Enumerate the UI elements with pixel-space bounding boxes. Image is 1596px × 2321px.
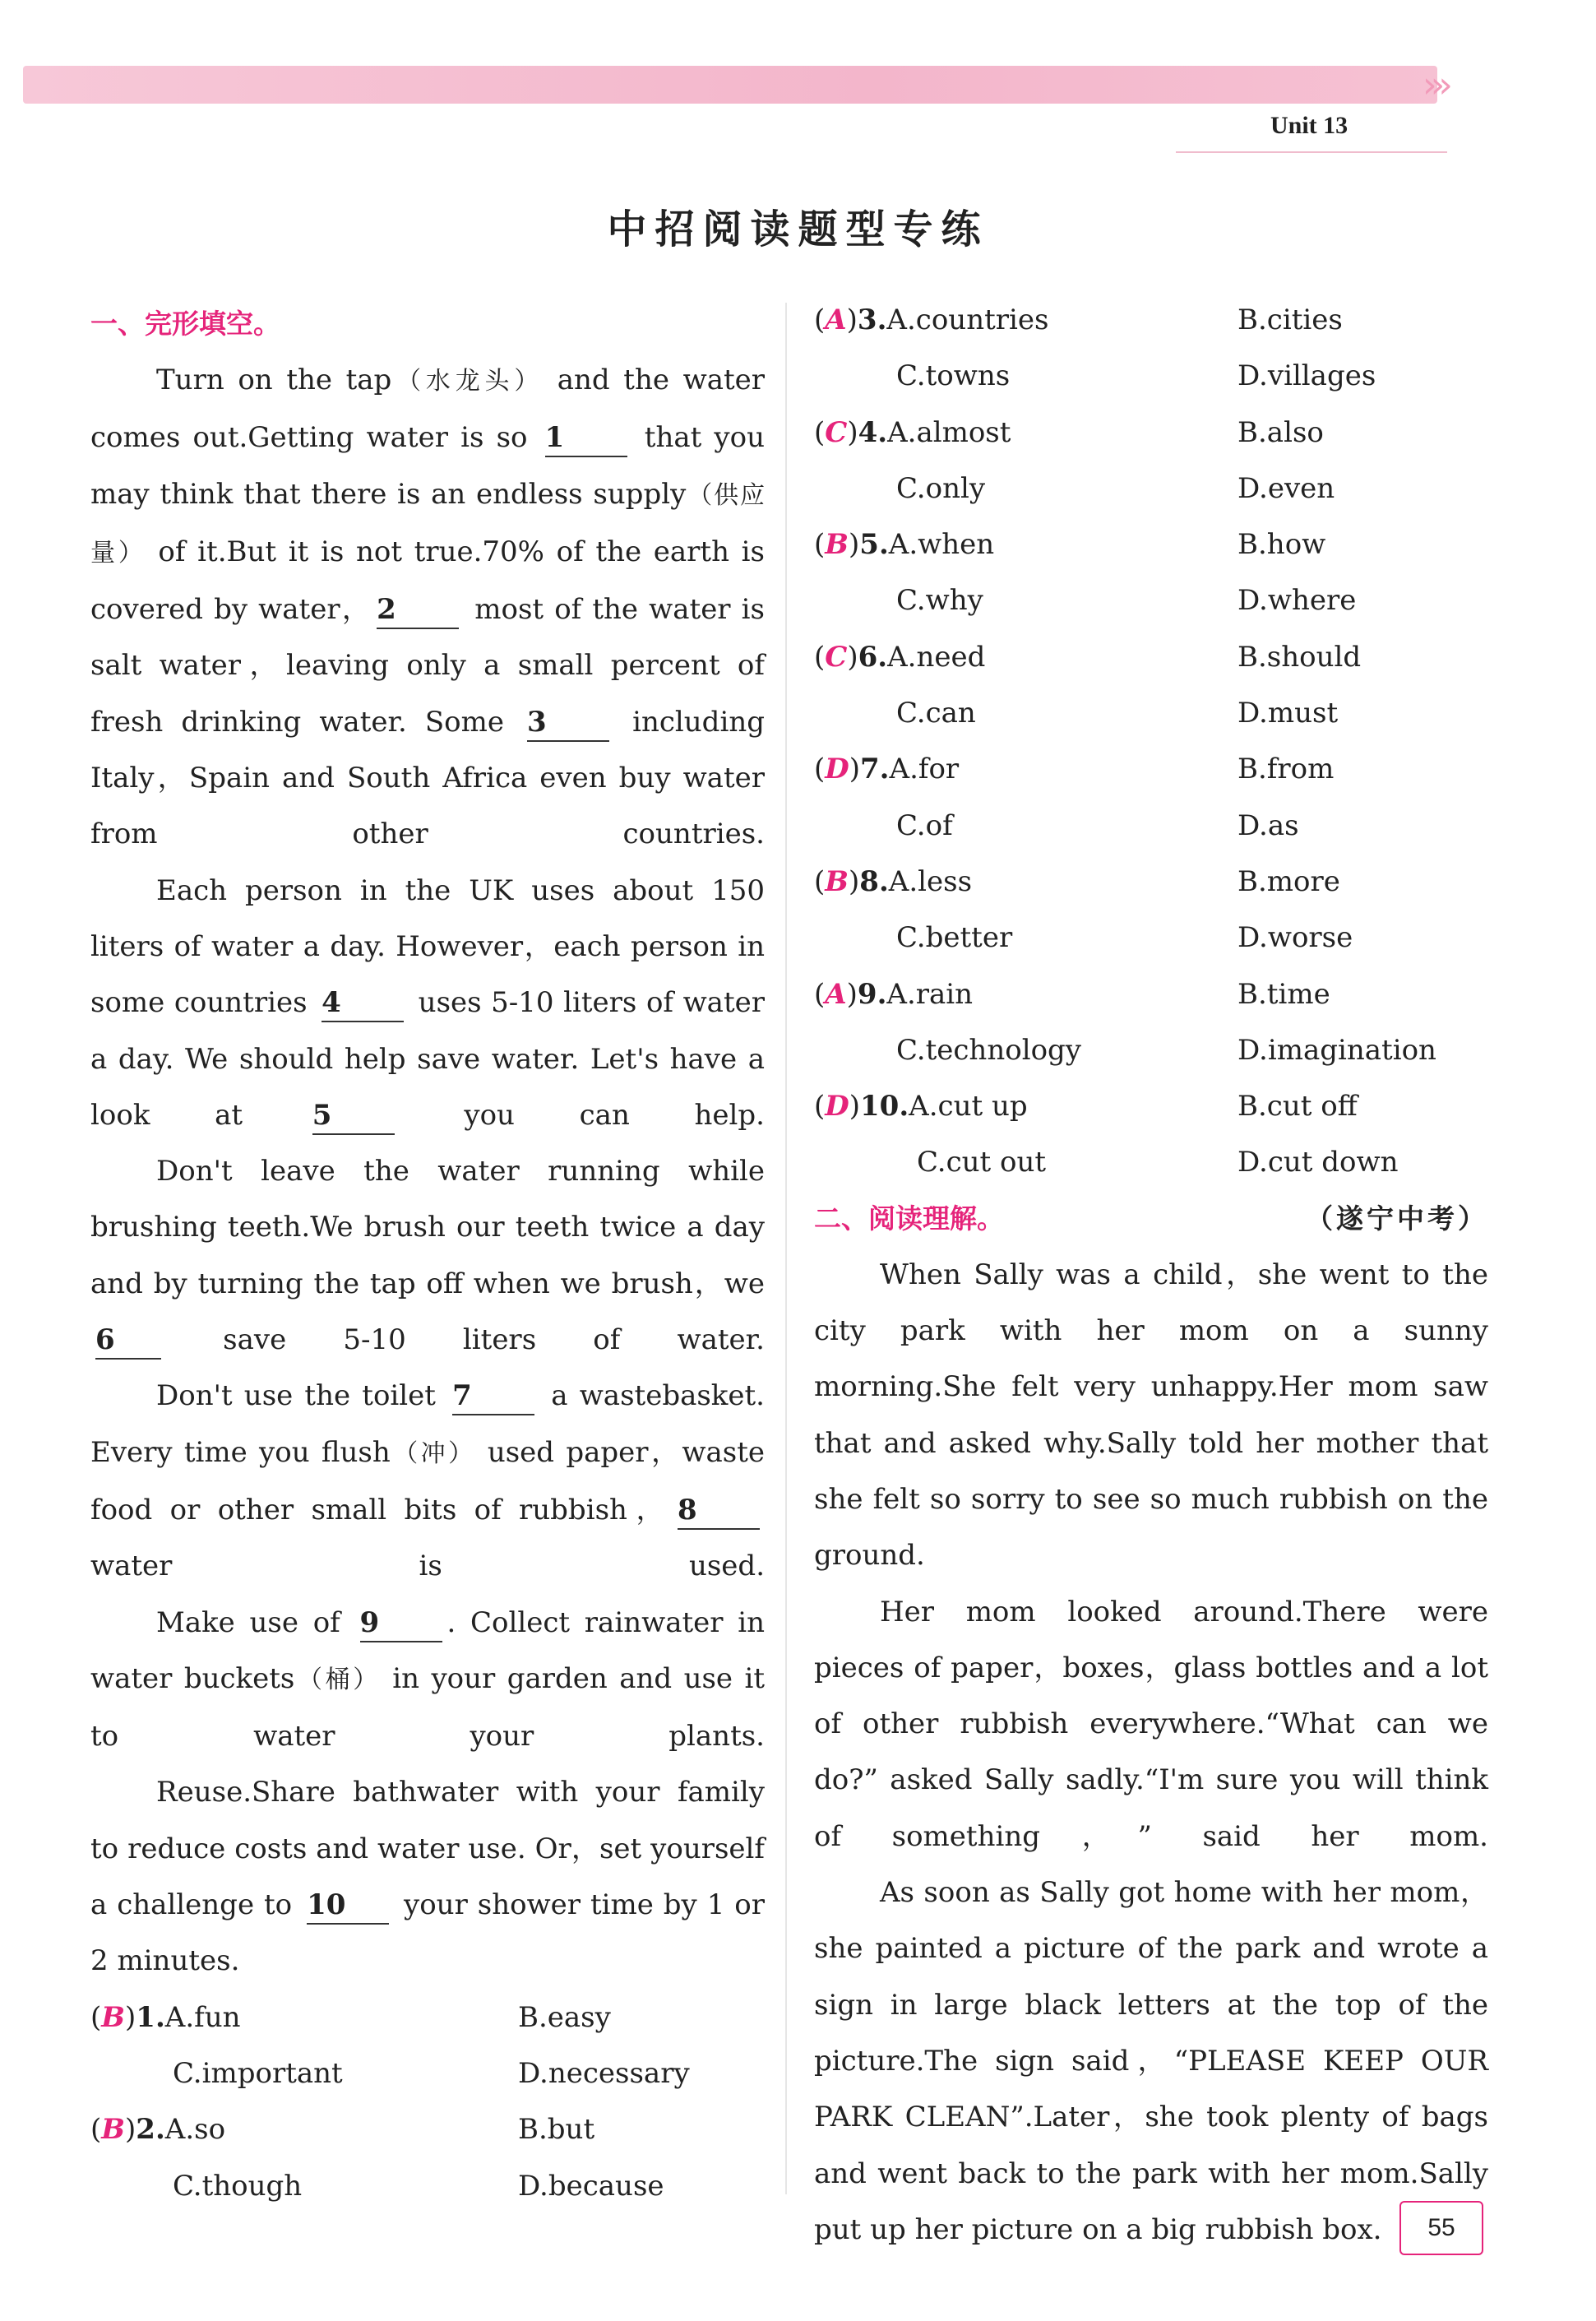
question-row: C.can D.must xyxy=(896,697,1339,730)
question-row: C.of D.as xyxy=(896,808,1299,842)
question-row: (D)10.A.cut up B.cut off xyxy=(814,1090,1358,1123)
passage-paragraph: Reuse.Share bathwater with your family to reduce costs and water use. Or，set yourself a challenge to 10 your shower time by 1 or 2 minutes. xyxy=(90,1776,765,1978)
section2-heading: 二、阅读理解。 （遂宁中考） xyxy=(814,1191,1488,1247)
reading-paragraph: As soon as Sally got home with her mom，she painted a picture of the park and wrote a sign in large black letters at the top of the picture.The sign said，“PLEASE KEEP OUR PARK CLEAN”.Later，she took plenty of bags and went back to the park with her mom.Sally put up her picture on a big rubbish box. xyxy=(814,1876,1488,2246)
passage-paragraph: Don't leave the water running while brushing teeth.We brush our teeth twice a day and by turning the tap off when we brush，we 6 save 5-10 liters of water. xyxy=(90,1143,765,1368)
unit-label: Unit 13 xyxy=(1270,112,1349,139)
page-number: 55 xyxy=(1399,2201,1483,2255)
answer-mark: B xyxy=(101,2113,126,2147)
question-row: (B)2.A.so B.but xyxy=(90,2113,595,2147)
header-band xyxy=(23,66,1437,104)
question-row: C.though D.because xyxy=(173,2169,664,2203)
answer-mark: B xyxy=(825,864,849,898)
answer-mark: C xyxy=(825,415,848,449)
blank-10: 10 xyxy=(307,1887,389,1925)
question-row: (C)4.A.almost B.also xyxy=(814,415,1324,449)
column-divider xyxy=(785,303,787,2194)
answer-mark: D xyxy=(825,1090,849,1123)
answer-mark: B xyxy=(101,2000,126,2034)
page-title: 中招阅读题型专练 xyxy=(607,206,989,252)
blank-3: 3 xyxy=(527,704,609,742)
question-row: C.cut out D.cut down xyxy=(917,1146,1399,1179)
answer-mark: C xyxy=(825,640,848,674)
question-row: (C)6.A.need B.should xyxy=(814,640,1362,674)
passage-paragraph: Each person in the UK uses about 150 liters of water a day. However，each person in some countries 4 uses 5-10 liters of water a day. We should help save water. Let's have a look at 5 you can help. xyxy=(90,863,765,1143)
question-row: (D)7.A.for B.from xyxy=(814,753,1335,786)
question-row: (B)1.A.fun B.easy xyxy=(90,2000,611,2034)
question-row: C.important D.necessary xyxy=(173,2056,690,2090)
blank-6: 6 xyxy=(95,1322,161,1360)
chevron-decoration-icon: ››› xyxy=(1423,64,1446,106)
question-row: (A)9.A.rain B.time xyxy=(814,977,1330,1011)
passage-paragraph: Make use of 9 . Collect rainwater in water buckets（桶） in your garden and use it to water your plants. xyxy=(90,1605,765,1753)
blank-2: 2 xyxy=(377,591,459,629)
question-row: (B)5.A.when B.how xyxy=(814,528,1326,562)
question-row: C.technology D.imagination xyxy=(896,1033,1436,1067)
passage-paragraph: Don't use the toilet 7 a wastebasket. Every time you flush（冲） used paper，waste food or other small bits of rubbish， 8 water is used. xyxy=(90,1379,765,1583)
answer-mark: B xyxy=(825,528,849,562)
section1-heading: 一、完形填空。 xyxy=(90,308,280,340)
passage-paragraph: Turn on the tap（水龙头） and the water comes out.Getting water is so 1 that you may think that there is an endless supply（供应量） of it.But it is not true.70% of the earth is covered by water， 2 most of the water is salt water，leaving only a small percent of fresh drinking water. Some 3 including Italy，Spain and South Africa even buy water from other countries. xyxy=(90,364,766,851)
reading-paragraph: When Sally was a child，she went to the city park with her mom on a sunny morning.She felt very unhappy.Her mom saw that and asked why.Sally told her mother that she felt so sorry to see so much rubbish on the ground. xyxy=(814,1258,1488,1573)
right-column xyxy=(814,292,1488,2258)
question-row: C.only D.even xyxy=(896,471,1335,505)
blank-1: 1 xyxy=(545,419,627,457)
blank-7: 7 xyxy=(452,1378,534,1415)
answer-mark: A xyxy=(825,977,847,1011)
source-note: （遂宁中考） xyxy=(1306,1202,1488,1235)
blank-9: 9 xyxy=(360,1605,442,1642)
question-row: (A)3.A.countries B.cities xyxy=(814,303,1343,336)
answer-mark: A xyxy=(825,303,847,336)
blank-4: 4 xyxy=(322,984,404,1022)
unit-tab xyxy=(1176,104,1447,153)
question-row: C.towns D.villages xyxy=(896,359,1376,393)
answer-mark: D xyxy=(825,753,849,786)
question-row: C.better D.worse xyxy=(896,921,1353,955)
reading-paragraph: Her mom looked around.There were pieces of paper，boxes，glass bottles and a lot of other rubbish everywhere.“What can we do?” asked Sally sadly.“I'm sure you will think of something，” said her mom. xyxy=(814,1595,1488,1853)
blank-8: 8 xyxy=(678,1492,760,1530)
left-column xyxy=(90,296,765,2214)
question-row: C.why D.where xyxy=(896,584,1357,618)
blank-5: 5 xyxy=(312,1097,395,1135)
question-row: (B)8.A.less B.more xyxy=(814,864,1340,898)
